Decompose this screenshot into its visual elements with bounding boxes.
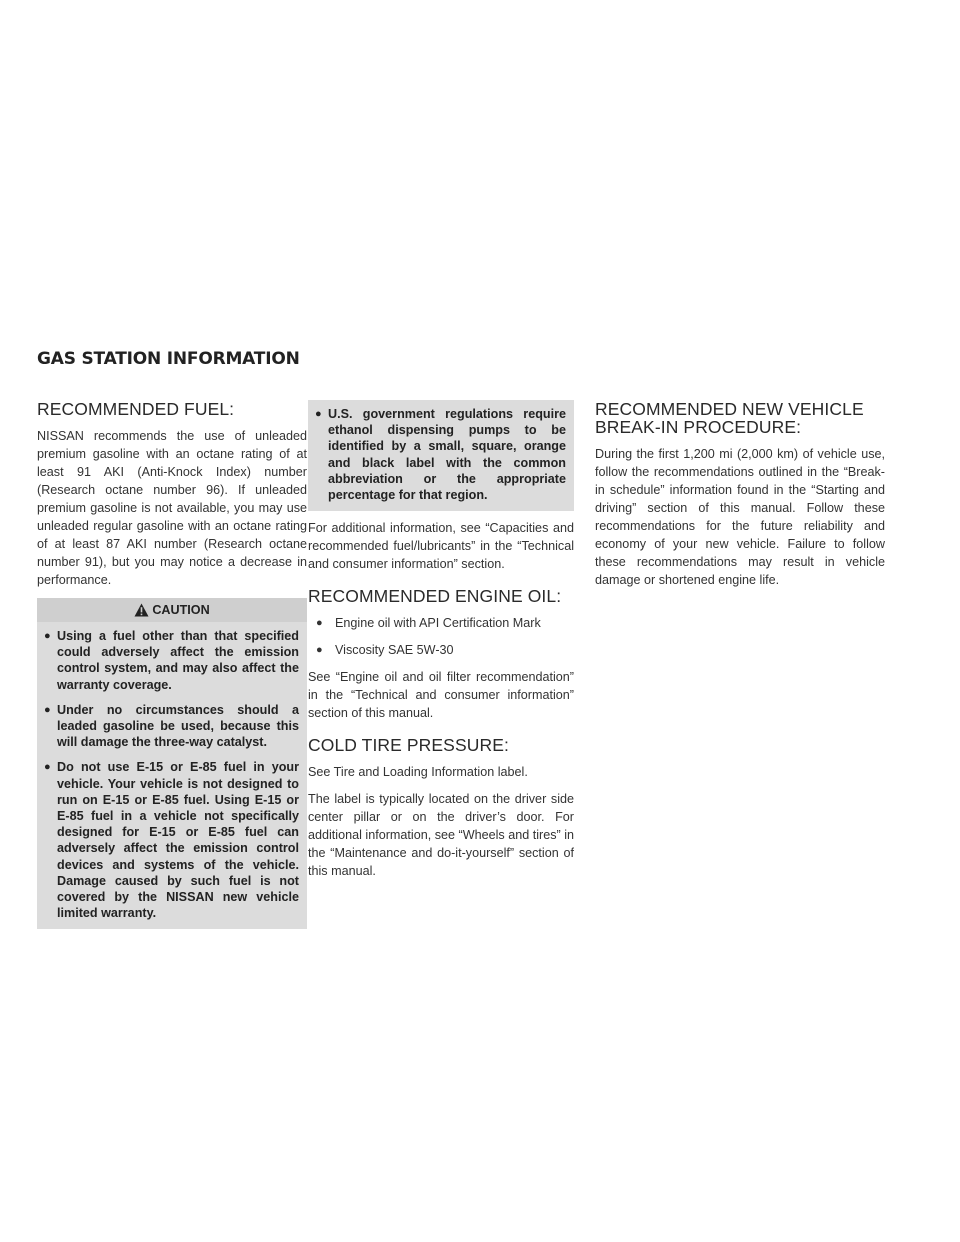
list-item: ● U.S. government regulations require ethanol dispensing pumps to be identified by a small, square, orange and black label with the common abbreviation or the appropriate percentage for that region. <box>315 406 566 503</box>
warning-icon <box>134 603 149 617</box>
oil-list <box>308 614 574 659</box>
list-item: ● Do not use E-15 or E-85 fuel in your vehicle. Your vehicle is not designed to run on E-15 or E-85 fuel. Using E-15 or E-85 fuel in a vehicle not specifically designed for E-15 or E-85 fuel can adversely affect the emission control devices and systems of the vehicle. Damage caused by such fuel is not covered by the NISSAN new vehicle limited warranty. <box>44 759 299 921</box>
column-middle <box>308 400 574 889</box>
column-right <box>595 400 885 598</box>
oil-heading: RECOMMENDED ENGINE OIL: <box>308 586 562 607</box>
tire-body-2: The label is typically located on the driver side center pillar or on the driver’s door. For additional information, see “Wheels and tires” in the “Maintenance and do-it-yourself” section of this manual. <box>308 792 574 879</box>
breakin-heading: RECOMMENDED NEW VEHICLE BREAK-IN PROCEDURE: <box>595 399 864 437</box>
caution-box <box>37 598 307 929</box>
caution-list-continued <box>308 406 574 503</box>
column-left <box>37 400 307 929</box>
caution-box-continued <box>308 400 574 511</box>
tire-body-1: See Tire and Loading Information label. <box>308 765 528 780</box>
caution-list <box>37 622 307 921</box>
list-item: ● Using a fuel other than that specified could adversely affect the emission control system, and may also affect the warranty coverage. <box>44 628 299 693</box>
list-item: ● Under no circumstances should a leaded gasoline be used, because this will damage the three-way catalyst. <box>44 702 299 751</box>
fuel-heading: RECOMMENDED FUEL: <box>37 399 235 419</box>
page-title: GAS STATION INFORMATION <box>37 349 300 369</box>
list-item: ● Engine oil with API Certification Mark <box>316 614 574 632</box>
caution-header <box>37 598 307 622</box>
fuel-body: NISSAN recommends the use of unleaded premium gasoline with an octane rating of at least 91 AKI (Anti-Knock Index) number (Research octane number 96). If unleaded premium gasoline is not available, you may use unleaded regular gasoline with an octane rating of at least 87 AKI number (Research octane number 91), but you may notice a decrease in performance. <box>37 429 307 587</box>
tire-heading: COLD TIRE PRESSURE: <box>308 735 509 756</box>
list-item: ● Viscosity SAE 5W-30 <box>316 641 574 659</box>
oil-body: See “Engine oil and oil filter recommendation” in the “Technical and consumer information” section of this manual. <box>308 670 574 721</box>
caution-label: CAUTION <box>152 603 210 617</box>
fuel-more-info: For additional information, see “Capacities and recommended fuel/lubricants” in the “Technical and consumer information” section. <box>308 521 574 572</box>
breakin-body: During the first 1,200 mi (2,000 km) of vehicle use, follow the recommendations outlined in the “Break-in schedule” information found in the “Starting and driving” section of this manual. Follow these recommendations for the future reliability and economy of your new vehicle. Failure to follow these recommendations may result in vehicle damage or shortened engine life. <box>595 447 885 587</box>
